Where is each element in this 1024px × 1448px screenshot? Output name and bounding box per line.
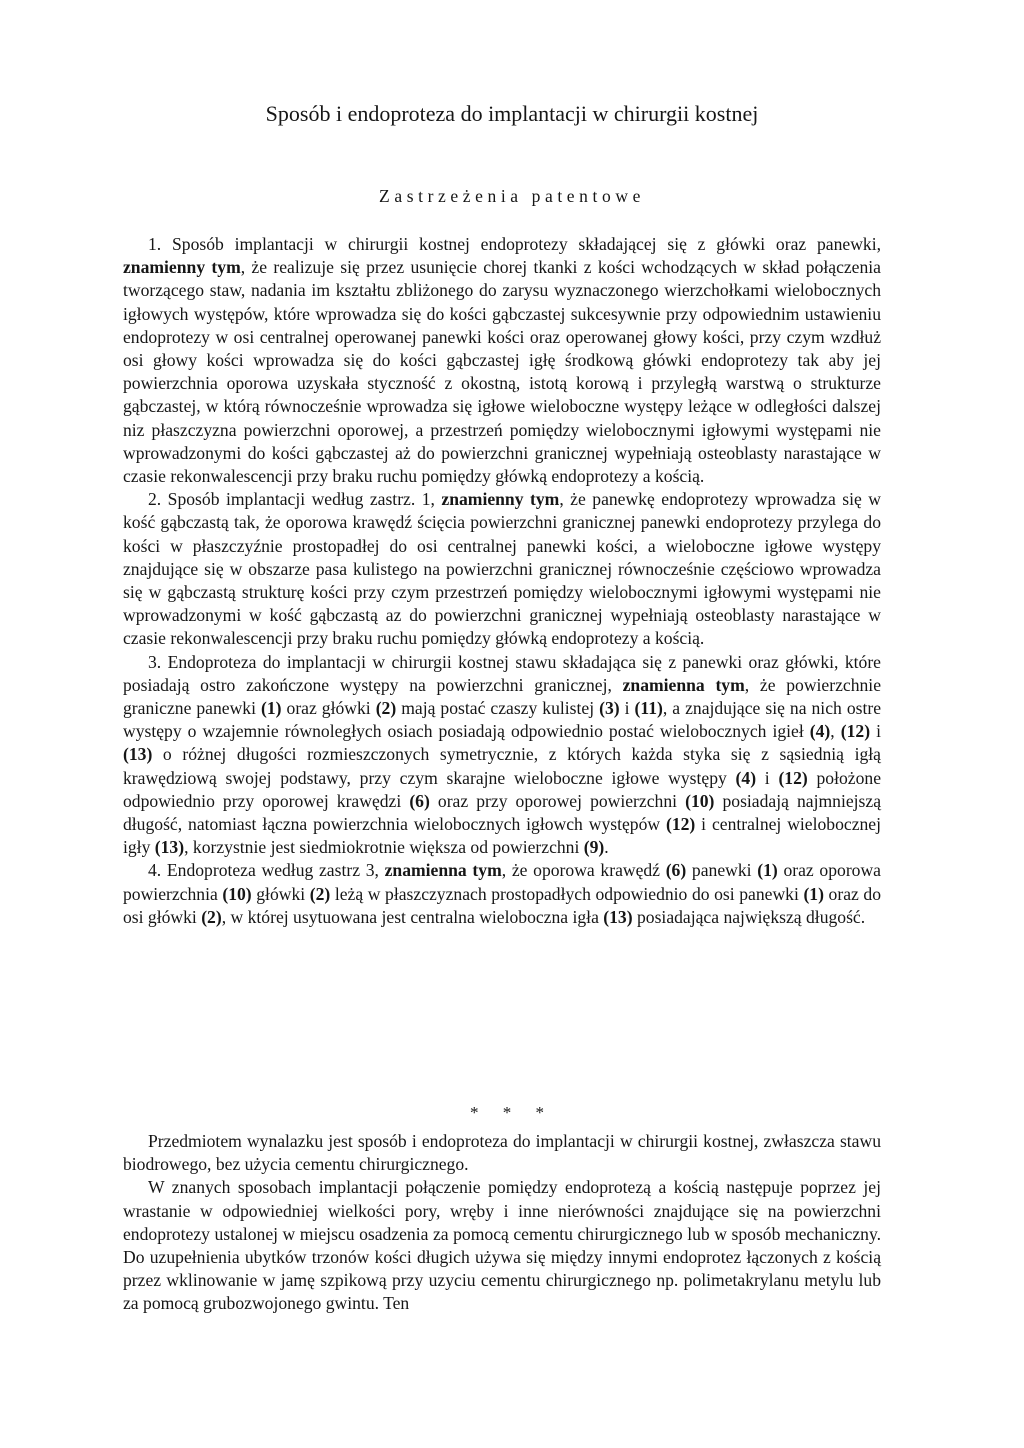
claim-2: [123, 488, 881, 650]
claim-bold-text: (12): [778, 767, 808, 788]
claim-4: [123, 859, 881, 929]
claim-text: posiadająca największą długość.: [632, 906, 866, 927]
claim-text: 3. Endoproteza do implantacji w chirurgii kostnej stawu składająca się z panewki oraz główki, które posiadają ostro zakończone występy na powierzchni granicznej,: [123, 651, 881, 695]
description: [123, 1130, 881, 1316]
claim-bold-text: (2): [375, 698, 397, 719]
claim-1: [123, 233, 881, 488]
claim-text: główki: [251, 883, 310, 904]
claim-text: , że powierzchnie graniczne panewki: [123, 674, 881, 719]
claim-text: panewki: [686, 860, 758, 881]
claim-text: posiadają najmniejszą długość, natomiast łączna powierzchnia wielobocznych igłowch występów: [123, 790, 881, 835]
description-paragraph: W znanych sposobach implantacji połączenie pomiędzy endoprotezą a kością następuje poprzez jej wrastanie w odpowiedniej wielkości pory, wręby i inne nierówności znajdujące się na powierzchni endoprotezy ustalonej w miejscu osadzenia za pomocą cementu chirurgicznego lub w sposób mechaniczny. Do uzupełnienia ubytków trzonów kości długich używa się między innymi endoprotez łączonych z kością przez wklinowanie w jamę szpikową przy uzyciu cementu chirurgicznego np. polimetakrylanu metylu lub za pomocą grubozwojonego gwintu. Ten: [123, 1177, 881, 1314]
claim-text: , w której usytuowana jest centralna wieloboczna igła: [221, 906, 604, 927]
claim-bold-text: (2): [201, 906, 222, 927]
claim-text: , korzystnie jest siedmiokrotnie większa od powierzchni: [184, 837, 584, 858]
claim-text: 4. Endoproteza według zastrz 3,: [148, 860, 385, 881]
claim-bold-text: znamienna tym: [384, 860, 502, 881]
claim-text: 2. Sposób implantacji według zastrz. 1,: [148, 489, 442, 510]
claim-text: o różnej długości rozmieszczonych symetrycznie, z których każda styka się z sąsiednią igłą krawędziową swojej podstawy, przy czym skarajne wieloboczne igłowe występy: [123, 744, 881, 788]
claim-bold-text: (12): [665, 814, 696, 835]
claim-text: oraz oporowa powierzchnia: [123, 860, 881, 904]
claim-text: ,: [830, 721, 841, 742]
claim-text: mają postać czaszy kulistej: [396, 698, 600, 719]
claim-bold-text: (1): [803, 883, 824, 904]
claim-bold-text: (11): [634, 698, 663, 719]
claim-text: i centralnej wielobocznej igły: [123, 814, 881, 858]
claim-bold-text: (3): [599, 698, 620, 719]
section-separator: * * *: [470, 1103, 554, 1122]
claim-text: , że oporowa krawędź: [501, 860, 666, 881]
claim-bold-text: (1): [757, 860, 778, 881]
claim-bold-text: (6): [665, 860, 687, 881]
claim-text: i: [619, 698, 635, 719]
claim-bold-text: (1): [261, 698, 282, 719]
claim-text: oraz przy oporowej powierzchni: [429, 790, 686, 811]
claim-bold-text: (10): [685, 790, 715, 811]
claim-bold-text: (2): [309, 883, 331, 904]
claim-text: oraz główki: [281, 698, 376, 719]
description-paragraph: Przedmiotem wynalazku jest sposób i endoproteza do implantacji w chirurgii kostnej, zwłaszcza stawu biodrowego, bez użycia cementu chirurgicznego.: [123, 1131, 881, 1175]
claim-text: .: [604, 837, 609, 858]
claim-text: i: [756, 767, 779, 788]
claim-bold-text: znamienny tym: [123, 257, 241, 278]
claim-bold-text: (6): [409, 790, 430, 811]
claim-bold-text: (13): [603, 906, 633, 927]
claims-list: [123, 233, 881, 929]
claim-bold-text: (10): [222, 883, 252, 904]
claim-text: leżą w płaszczyznach prostopadłych odpowiednio do osi panewki: [330, 883, 804, 904]
claim-bold-text: (4): [735, 767, 757, 788]
claim-bold-text: (13): [123, 744, 153, 765]
claim-text: położone odpowiednio przy oporowej krawędzi: [123, 767, 882, 811]
claim-bold-text: (12): [840, 721, 871, 742]
claim-bold-text: (9): [583, 837, 605, 858]
page-title: Sposób i endoproteza do implantacji w chirurgii kostnej: [265, 101, 759, 126]
claim-bold-text: znamienna tym: [622, 674, 745, 695]
claim-bold-text: (4): [809, 721, 831, 742]
claim-bold-text: znamienny tym: [441, 489, 560, 510]
claim-text: , że panewkę endoprotezy wprowadza się w kość gąbczastą tak, że oporowa krawędź ścięcia powierzchni granicznej panewki endoprotezy przylega do kości w płaszczyźnie prostopadłej do osi centralnej panewki kości, a wieloboczne igłowe występy znajdujące się w obszarze pasa kulistego na powierzchni granicznej równocześnie częściowo wprowadza się w gąbczastą strukturę kości przy czym przestrzeń pomiędzy wielobocznymi igłowymi występami nie wprowadzonymi w kość gąbczastą az do powierzchni granicznej wypełniają osteoblasty narastające w czasie rekonwalescencji przy braku ruchu pomiędzy główką endoprotezy a kością.: [123, 489, 881, 649]
claim-text: 1. Sposób implantacji w chirurgii kostnej endoprotezy składającej się z główki oraz panewki,: [148, 234, 881, 254]
claim-text: i: [870, 721, 881, 742]
section-heading: Zastrzeżenia patentowe: [379, 186, 645, 206]
claim-text: , że realizuje się przez usunięcie chorej tkanki z kości wchodzących w skład połączenia tworzącego staw, nadania im kształtu zbliżonego do zarysu wyznaczonego wierzchołkami wielobocznych igłowych występów, które wprowadza się do kości gąbczastej sukcesywnie przy odpowiednim ustawieniu endoprotezy w osi centralnej operowanej panewki kości oraz operowanej głowy kości, przy czym wzdłuż osi głowy kości wprowadza się do kości gąbczastej igłę środkową główki endoprotezy tak aby jej powierzchnia oporowa uzyskała styczność z okostną, istotą korową i przyległą warstwą o strukturze gąbczastej, w którą równocześnie wprowadza się igłowe wieloboczne występy leżące w odległości dalszej niz płaszczyzna powierzchni oporowej, a przestrzeń pomiędzy wielobocznymi igłowymi występami nie wprowadzonymi do kości gąbczastej aż do powierzchni granicznej wypełniają osteoblasty narastające w czasie rekonwalescencji przy braku ruchu pomiędzy główką endoprotezy a kością.: [123, 257, 881, 487]
claim-text: oraz do osi główki: [123, 883, 881, 927]
claim-bold-text: (13): [154, 837, 185, 858]
claim-3: [123, 651, 881, 860]
claim-text: , a znajdujące się na nich ostre występy o wzajemnie równoległych osiach posiadają odpowiednio postać wielobocznych igieł: [123, 698, 882, 742]
